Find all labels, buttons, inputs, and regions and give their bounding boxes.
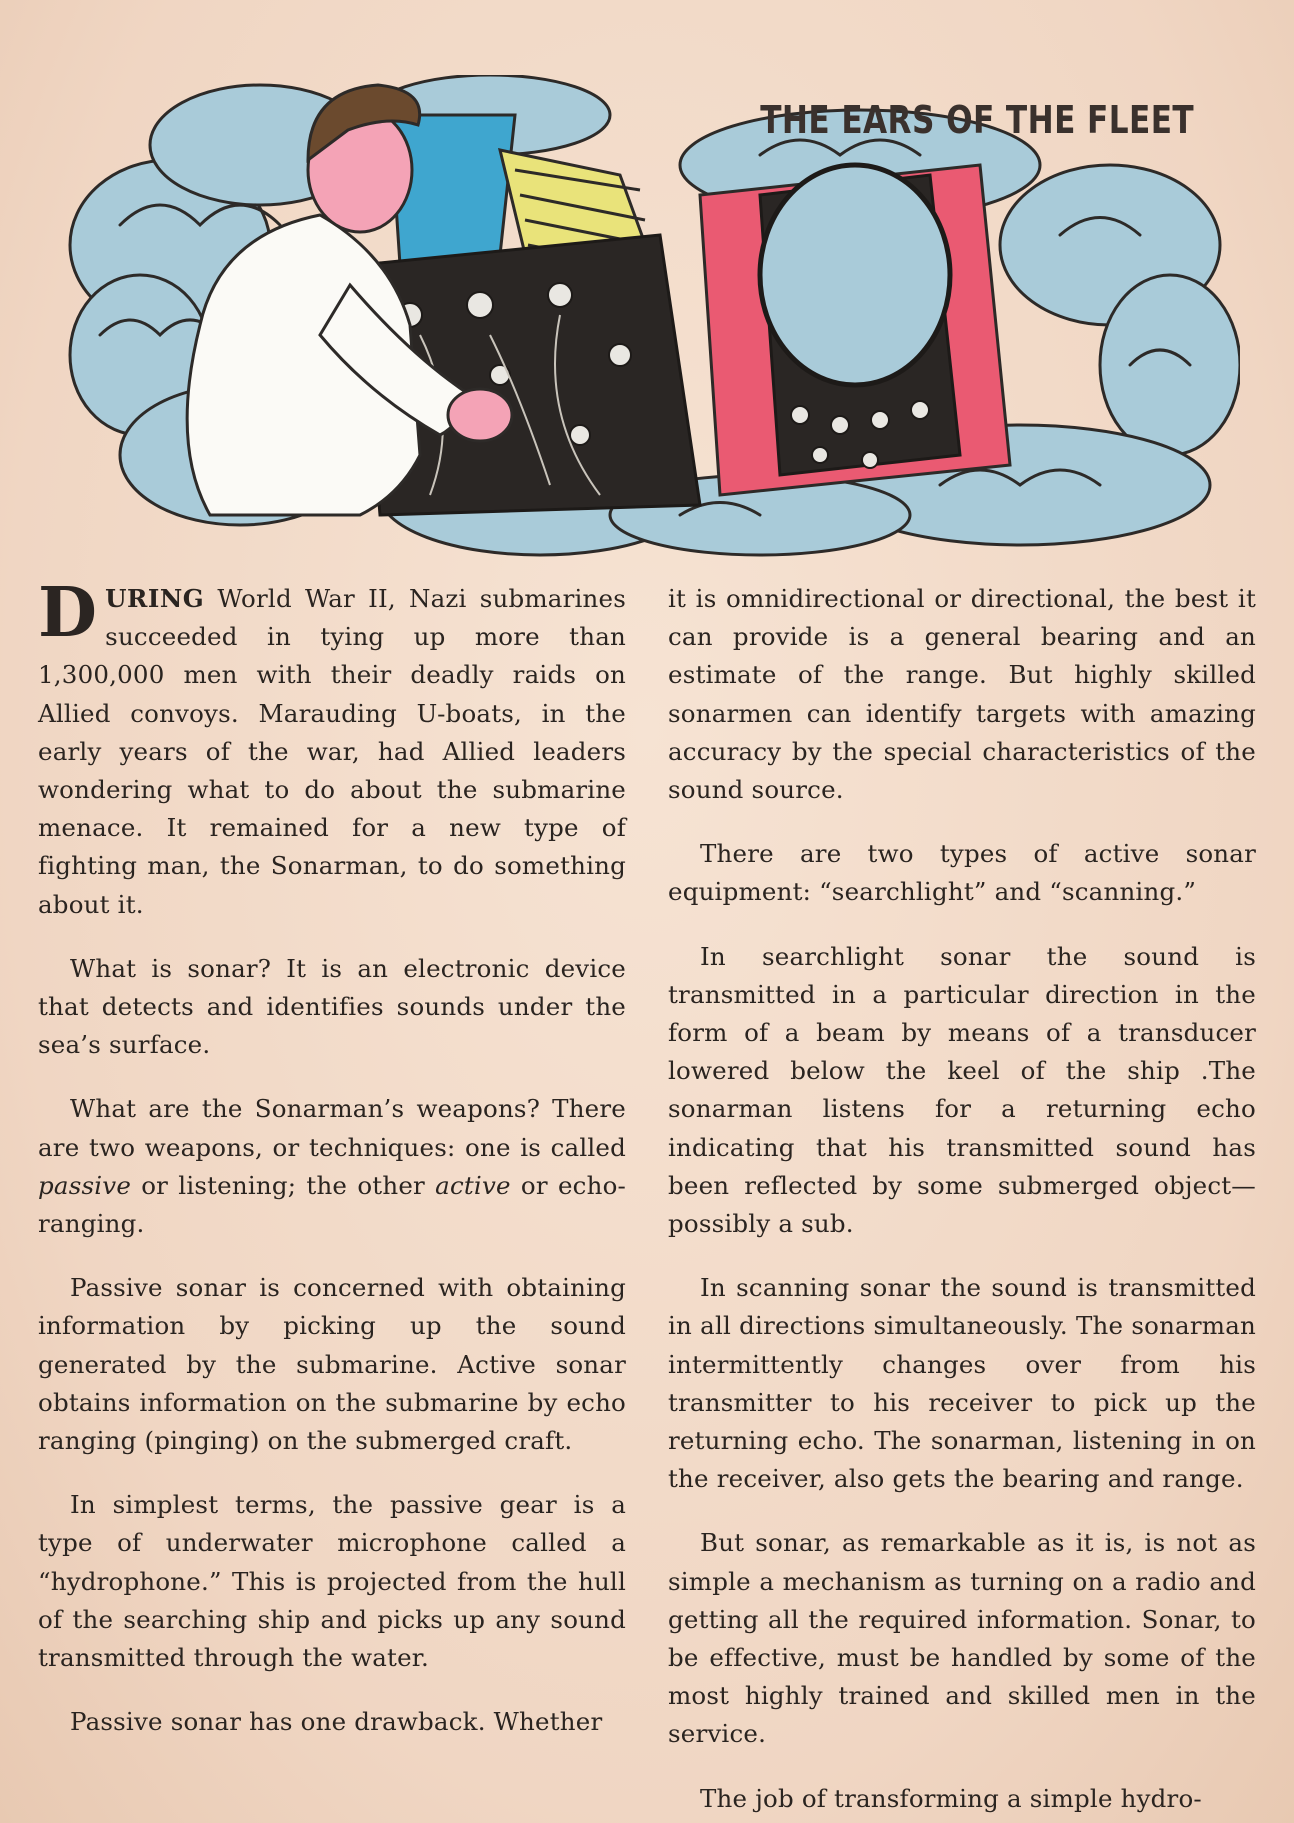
intro-text: World War II, Nazi submarines succeeded in tying up more than 1,300,000 men with their deadly raids on Allied convoys. Marauding U-boats, in the early years of the war, had Allied leaders wondering what to do about the submarine menace. It remained for a new type of fighting man, the Sonarman, to do something about it. — [38, 584, 626, 919]
page-title: THE EARS OF THE FLEET — [760, 98, 1194, 142]
paragraph-passive-active: Passive sonar is concerned with obtaining information by picking up the sound generated by the submarine. Active sonar obtains information on the submarine by echo ranging (pinging) on the submerged craft. — [38, 1273, 626, 1456]
paragraph-intro — [38, 573, 626, 924]
right-column — [668, 580, 1256, 1818]
paragraph-transforming: The job of transforming a simple hydro- — [700, 1783, 1202, 1813]
paragraph-weapons — [38, 1090, 626, 1243]
paragraph-types: There are two types of active sonar equipment: “searchlight” and “scanning.” — [668, 839, 1256, 907]
passive-term: passive — [38, 1170, 132, 1200]
paragraph-remarkable: But sonar, as remarkable as it is, is not as simple a mechanism as turning on a radio and getting all the required information. Sonar, to be effective, must be handled by some of the most highly trained and skilled men in the service. — [668, 1528, 1256, 1749]
weapons-text-a: What are the Sonarman’s weapons? There are two weapons, or techniques: one is called — [38, 1094, 626, 1162]
paragraph-what-is-sonar: What is sonar? It is an electronic device that detects and identifies sounds under the sea’s surface. — [38, 953, 626, 1060]
active-term: active — [435, 1170, 511, 1200]
scope-screen — [760, 165, 950, 385]
drop-cap: D — [38, 573, 98, 653]
lead-word: URING — [105, 584, 205, 613]
paragraph-drawback: Passive sonar has one drawback. Whether — [70, 1707, 603, 1737]
left-column — [38, 573, 627, 1741]
sonarman-illustration — [60, 75, 1240, 575]
paragraph-bearing: it is omnidirectional or directional, the best it can provide is a general bearing and an estimate of the range. But highly skilled sonarmen can identify targets with amazing accuracy by the special characteristics of the sound source. — [668, 584, 1256, 805]
paragraph-hydrophone: In simplest terms, the passive gear is a type of underwater microphone called a “hydrophone.” This is projected from the hull of the searching ship and picks up any sound transmitted through the water. — [38, 1490, 626, 1673]
weapons-text-b: or listening; the other — [131, 1170, 436, 1200]
paragraph-scanning: In scanning sonar the sound is transmitted in all directions simultaneously. The sonarman intermittently changes over from his transmitter to his receiver to pick up the returning echo. The sonarman, listening in on the receiver, also gets the bearing and range. — [668, 1273, 1256, 1494]
weapons-text-c: or echo-ranging. — [38, 1170, 627, 1239]
man-hand — [448, 389, 512, 441]
paragraph-searchlight: In searchlight sonar the sound is transmitted in a particular direction in the form of a beam by means of a transducer lowered below the keel of the ship .The sonarman listens for a returning echo indicating that his transmitted sound has been reflected by some submerged object—possibly a sub. — [668, 941, 1256, 1239]
